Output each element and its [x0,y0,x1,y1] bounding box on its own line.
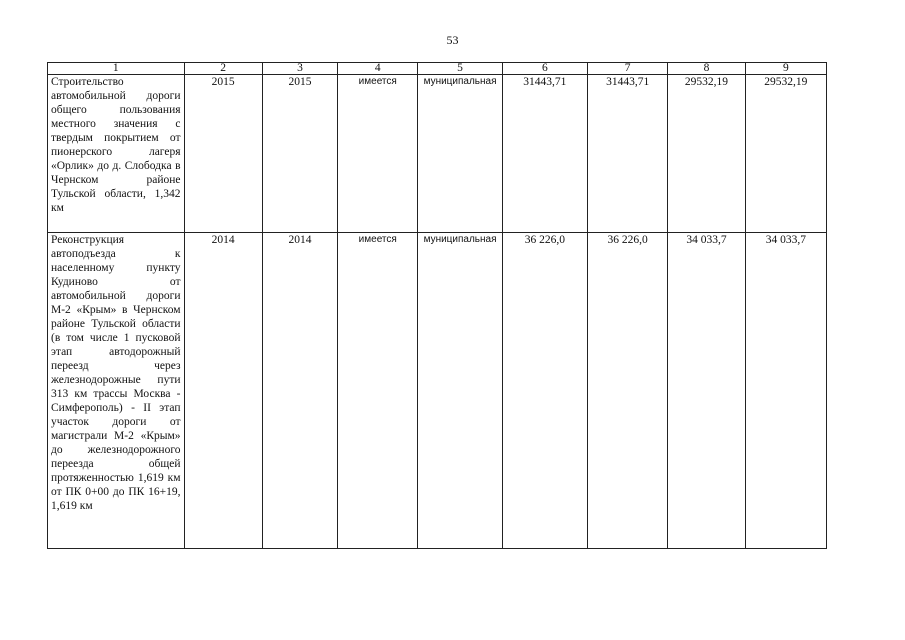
value-cell: 34 033,7 [745,233,826,549]
column-header: 3 [262,63,337,75]
value-cell: 34 033,7 [668,233,745,549]
start-year-cell: 2015 [184,75,262,233]
table-row [48,75,827,233]
value-cell: 31443,71 [502,75,587,233]
column-header: 2 [184,63,262,75]
end-year-cell: 2015 [262,75,337,233]
column-header: 5 [418,63,502,75]
value-cell: 31443,71 [588,75,668,233]
status-cell: имеется [338,233,418,549]
column-header: 9 [745,63,826,75]
page-number: 53 [446,33,459,47]
column-header: 4 [338,63,418,75]
column-header: 1 [48,63,185,75]
column-header: 8 [668,63,745,75]
row-description: Реконструкция автоподъезда к населенному пункту Кудиново от автомобильной дороги М-2 «Крым» в Чернском районе Тульской области (в том числе 1 пусковой этап автодорожный переезд через железнодорожные пути 313 км трассы Москва - Симферополь) - II этап участок дороги от магистрали М-2 «Крым» до железнодорожного переезда общей протяженностью 1,619 км от ПК 0+00 до ПК 16+19, 1,619 км [48,233,185,549]
status-cell: имеется [338,75,418,233]
column-header: 7 [588,63,668,75]
column-header: 6 [502,63,587,75]
ownership-cell: муниципальная [418,233,502,549]
data-table [47,62,827,549]
value-cell: 36 226,0 [588,233,668,549]
value-cell: 36 226,0 [502,233,587,549]
table-row [48,233,827,549]
start-year-cell: 2014 [184,233,262,549]
row-description: Строительство автомобильной дороги общего пользования местного значения с твердым покрытием от пионерского лагеря «Орлик» до д. Слободка в Чернском районе Тульской области, 1,342 км [48,75,185,233]
end-year-cell: 2014 [262,233,337,549]
value-cell: 29532,19 [668,75,745,233]
table-header-row [48,63,827,75]
value-cell: 29532,19 [745,75,826,233]
ownership-cell: муниципальная [418,75,502,233]
